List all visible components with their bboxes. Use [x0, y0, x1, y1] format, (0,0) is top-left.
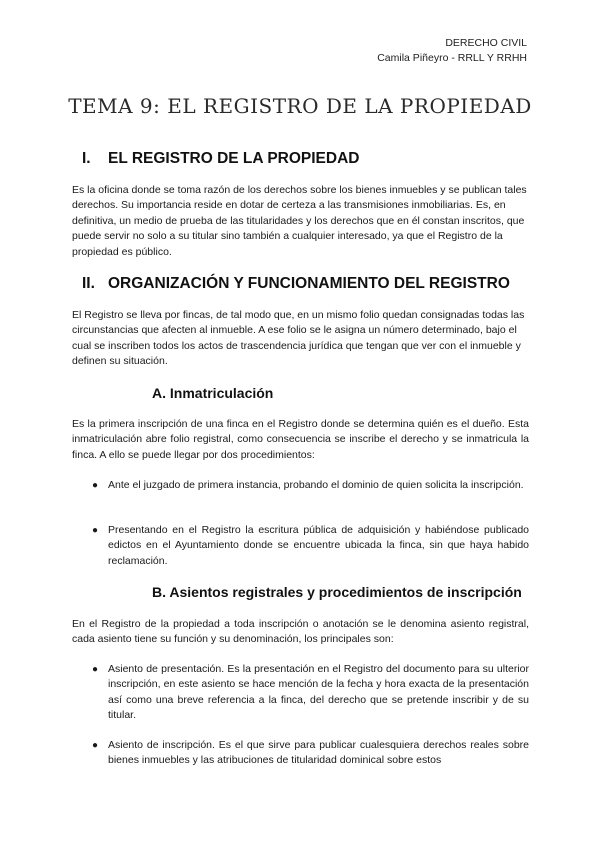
section-1-title: EL REGISTRO DE LA PROPIEDAD [108, 150, 360, 167]
bullet-text: Ante el juzgado de primera instancia, probando el dominio de quien solicita la inscripción. [108, 479, 524, 491]
bullet-icon: ● [92, 664, 99, 675]
section-1-number: I. [82, 150, 91, 167]
document-title: TEMA 9: EL REGISTRO DE LA PROPIEDAD [68, 94, 532, 118]
bullet-text: Asiento de inscripción. Es el que sirve para publicar cualesquiera derechos reales sobre bienes inmuebles y las atribuciones de titularidad dominical sobre estos [108, 739, 529, 767]
header-author: Camila Piñeyro - RRLL Y RRHH [377, 52, 527, 64]
subsection-a-bullet-1 [92, 478, 529, 493]
section-2-number: II. [82, 275, 95, 292]
section-2-title: ORGANIZACIÓN Y FUNCIONAMIENTO DEL REGISTRO [108, 275, 510, 292]
subsection-b-heading: B. Asientos registrales y procedimientos de inscripción [152, 584, 522, 600]
bullet-icon: ● [92, 740, 99, 751]
subsection-a-paragraph: Es la primera inscripción de una finca en el Registro donde se determina quién es el dueño. Esta inmatriculación abre folio registral, como consecuencia se inscribe el derecho y se inmatricula la finca. A ello se puede llegar por dos procedimientos: [72, 418, 529, 461]
bullet-text: Asiento de presentación. Es la presentación en el Registro del documento para su ulterior inscripción, en este asiento se hace mención de la fecha y hora exacta de la presentación así como una breve referencia a la finca, del derecho que se pretende inscribir y de su titular. [108, 663, 529, 722]
bullet-text: Presentando en el Registro la escritura pública de adquisición y habiéndose publicado edictos en el Ayuntamiento donde se encuentre ubicada la finca, sin que haya habido reclamación. [108, 524, 529, 567]
subsection-b-bullet-1 [92, 662, 529, 724]
subsection-a-bullet-2 [92, 523, 529, 569]
bullet-icon: ● [92, 480, 99, 491]
subsection-a-heading: A. Inmatriculación [152, 385, 274, 401]
section-1-heading [82, 150, 359, 168]
bullet-icon: ● [92, 525, 99, 536]
page-header [377, 36, 527, 66]
header-subject: DERECHO CIVIL [445, 37, 527, 49]
section-2-heading [82, 275, 510, 293]
section-1-paragraph: Es la oficina donde se toma razón de los derechos sobre los bienes inmuebles y se publican tales derechos. Su importancia reside en dotar de certeza a las transmisiones inmobiliarias. Es, en definitiva, un medio de prueba de las titularidades y los derechos que en él constan inscritos, que puede servir no solo a su titular sino también a cualquier interesado, ya que el Registro de la propiedad es público. [72, 184, 527, 258]
subsection-b-bullet-2 [92, 738, 529, 769]
section-2-paragraph: El Registro se lleva por fincas, de tal modo que, en un mismo folio quedan consignadas todas las circunstancias que afecten al inmueble. A ese folio se le asigna un número determinado, bajo el cual se inscriben todos los actos de trascendencia jurídica que tengan que ver con el inmueble y definen su situación. [72, 309, 525, 368]
subsection-b-paragraph: En el Registro de la propiedad a toda inscripción o anotación se le denomina asiento registral, cada asiento tiene su función y su denominación, los principales son: [72, 618, 529, 646]
